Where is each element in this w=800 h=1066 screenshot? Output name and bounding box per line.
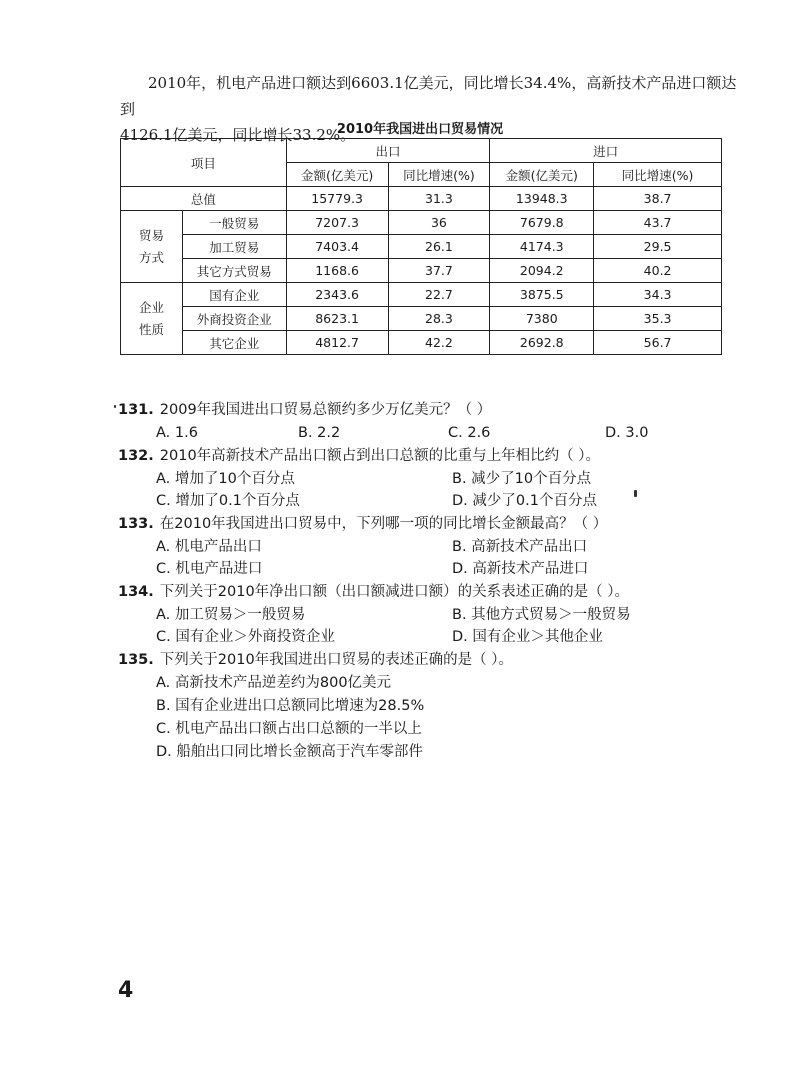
header-export: 出口 <box>286 139 490 163</box>
scan-speck <box>114 405 116 408</box>
group-label-trade: 贸易方式 <box>121 211 183 283</box>
page-number: 4 <box>118 978 134 1003</box>
intro-line-2: 4126.1亿美元，同比增长33.2%。 <box>120 126 356 144</box>
option-c: C. 增加了0.1个百分点 <box>156 493 300 509</box>
question-133 <box>118 512 758 580</box>
question-text: 2009年我国进出口贸易总额约多少万亿美元？（ ） <box>159 402 492 418</box>
question-text: 在2010年我国进出口贸易中，下列哪一项的同比增长金额最高？（ ） <box>159 516 608 532</box>
option-b: B. 其他方式贸易＞一般贸易 <box>452 607 631 623</box>
table-row <box>121 211 722 235</box>
row-label: 一般贸易 <box>182 211 286 235</box>
option-b: B. 国有企业进出口总额同比增速为28.5% <box>156 698 425 714</box>
intro-line-1: 2010年，机电产品进口额达到6603.1亿美元，同比增长34.4%，高新技术产品进口额达到 <box>120 74 737 118</box>
question-132 <box>118 444 758 512</box>
question-text: 下列关于2010年我国进出口贸易的表述正确的是（ ）。 <box>159 652 514 668</box>
table-header-row <box>121 139 722 163</box>
cell-value: 26.1 <box>388 235 490 259</box>
option-a: A. 高新技术产品逆差约为800亿美元 <box>156 675 392 691</box>
row-label: 外商投资企业 <box>182 307 286 331</box>
table-row <box>121 331 722 355</box>
cell-value: 43.7 <box>594 211 722 235</box>
row-label: 国有企业 <box>182 283 286 307</box>
cell-value: 36 <box>388 211 490 235</box>
cell-value: 29.5 <box>594 235 722 259</box>
cell-value: 34.3 <box>594 283 722 307</box>
header-item: 项目 <box>121 139 287 187</box>
header-import: 进口 <box>490 139 722 163</box>
row-label: 总值 <box>121 187 287 211</box>
table-row <box>121 307 722 331</box>
cell-value: 22.7 <box>388 283 490 307</box>
option-a: A. 1.6 <box>156 425 198 441</box>
header-export-amount: 金额(亿美元) <box>286 163 388 187</box>
option-d: D. 船舶出口同比增长金额高于汽车零部件 <box>156 744 423 760</box>
cell-value: 1168.6 <box>286 259 388 283</box>
option-c: C. 国有企业＞外商投资企业 <box>156 629 335 645</box>
cell-value: 13948.3 <box>490 187 594 211</box>
cell-value: 40.2 <box>594 259 722 283</box>
cell-value: 4174.3 <box>490 235 594 259</box>
question-text: 下列关于2010年净出口额（出口额减进口额）的关系表述正确的是（ ）。 <box>159 584 630 600</box>
cell-value: 7380 <box>490 307 594 331</box>
option-c: C. 机电产品进口 <box>156 561 263 577</box>
question-134 <box>118 580 758 648</box>
cell-value: 7403.4 <box>286 235 388 259</box>
question-131 <box>118 398 758 444</box>
question-list <box>118 398 758 764</box>
cell-value: 35.3 <box>594 307 722 331</box>
option-d: D. 3.0 <box>605 425 649 441</box>
cell-value: 15779.3 <box>286 187 388 211</box>
row-label: 其它企业 <box>182 331 286 355</box>
option-c: C. 2.6 <box>448 425 491 441</box>
trade-table <box>120 138 722 355</box>
row-label: 加工贸易 <box>182 235 286 259</box>
cell-value: 38.7 <box>594 187 722 211</box>
row-label: 其它方式贸易 <box>182 259 286 283</box>
table-title: 2010年我国进出口贸易情况 <box>336 122 504 137</box>
cell-value: 42.2 <box>388 331 490 355</box>
cell-value: 2094.2 <box>490 259 594 283</box>
question-number: 131. <box>118 402 154 418</box>
option-c: C. 机电产品出口额占出口总额的一半以上 <box>156 721 422 737</box>
cell-value: 3875.5 <box>490 283 594 307</box>
table-row <box>121 235 722 259</box>
option-a: A. 加工贸易＞一般贸易 <box>156 607 306 623</box>
cell-value: 8623.1 <box>286 307 388 331</box>
cell-value: 7679.8 <box>490 211 594 235</box>
option-b: B. 2.2 <box>298 425 341 441</box>
option-d: D. 高新技术产品进口 <box>452 561 589 577</box>
option-b: B. 高新技术产品出口 <box>452 539 588 555</box>
cell-value: 4812.7 <box>286 331 388 355</box>
question-number: 132. <box>118 448 154 464</box>
question-number: 135. <box>118 652 154 668</box>
cell-value: 31.3 <box>388 187 490 211</box>
cell-value: 2343.6 <box>286 283 388 307</box>
cell-value: 37.7 <box>388 259 490 283</box>
header-import-growth: 同比增速(%) <box>594 163 722 187</box>
question-number: 133. <box>118 516 154 532</box>
option-a: A. 机电产品出口 <box>156 539 262 555</box>
question-number: 134. <box>118 584 154 600</box>
option-d: D. 国有企业＞其他企业 <box>452 629 603 645</box>
option-d: D. 减少了0.1个百分点 <box>452 493 597 509</box>
cell-value: 28.3 <box>388 307 490 331</box>
group-label-enterprise: 企业性质 <box>121 283 183 355</box>
question-135 <box>118 648 758 764</box>
header-export-growth: 同比增速(%) <box>388 163 490 187</box>
table-row <box>121 283 722 307</box>
cell-value: 2692.8 <box>490 331 594 355</box>
table-row <box>121 259 722 283</box>
cell-value: 7207.3 <box>286 211 388 235</box>
scan-speck <box>634 490 637 497</box>
option-a: A. 增加了10个百分点 <box>156 471 295 487</box>
question-text: 2010年高新技术产品出口额占到出口总额的比重与上年相比约（ ）。 <box>159 448 601 464</box>
option-b: B. 减少了10个百分点 <box>452 471 592 487</box>
header-import-amount: 金额(亿美元) <box>490 163 594 187</box>
table-row-total <box>121 187 722 211</box>
cell-value: 56.7 <box>594 331 722 355</box>
